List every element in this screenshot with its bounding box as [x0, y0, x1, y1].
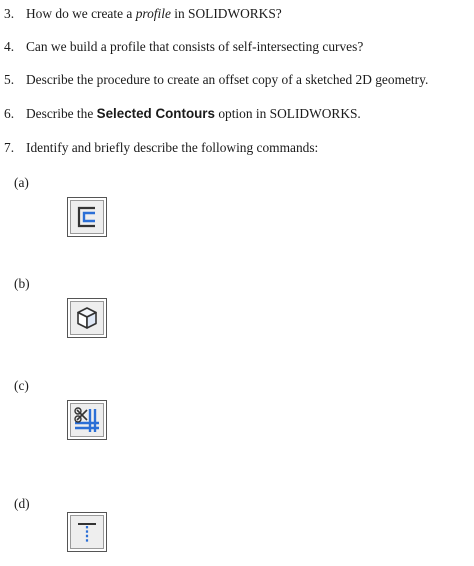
question-6 [4, 106, 361, 122]
question-text: How do we create a [26, 6, 136, 21]
question-text: Can we build a profile that consists of self-intersecting curves? [26, 39, 364, 54]
3d-box-icon [67, 298, 107, 338]
question-number: 7. [4, 140, 15, 155]
question-text: Describe the [26, 106, 97, 121]
question-text-end: option in SOLIDWORKS. [214, 106, 361, 121]
offset-entities-icon [67, 197, 107, 237]
trim-entities-icon [67, 400, 107, 440]
question-number: 4. [4, 39, 15, 54]
question-emphasis: profile [135, 6, 171, 21]
question-text: Identify and briefly describe the following commands: [26, 140, 319, 155]
question-number: 5. [4, 72, 15, 87]
question-5 [4, 72, 428, 88]
question-4 [4, 39, 363, 55]
question-number: 6. [4, 106, 15, 121]
sub-item-d-label: (d) [14, 496, 30, 511]
sub-item-b-label: (b) [14, 276, 30, 291]
question-7 [4, 140, 318, 156]
sub-item-a-label: (a) [14, 175, 29, 190]
construction-line-icon [67, 512, 107, 552]
question-3 [4, 6, 282, 22]
question-text: Describe the procedure to create an offset copy of a sketched 2D geometry. [26, 72, 429, 87]
question-bold-term: Selected Contours [96, 106, 215, 121]
question-text-end: in SOLIDWORKS? [170, 6, 282, 21]
question-number: 3. [4, 6, 15, 21]
sub-item-c-label: (c) [14, 378, 29, 393]
